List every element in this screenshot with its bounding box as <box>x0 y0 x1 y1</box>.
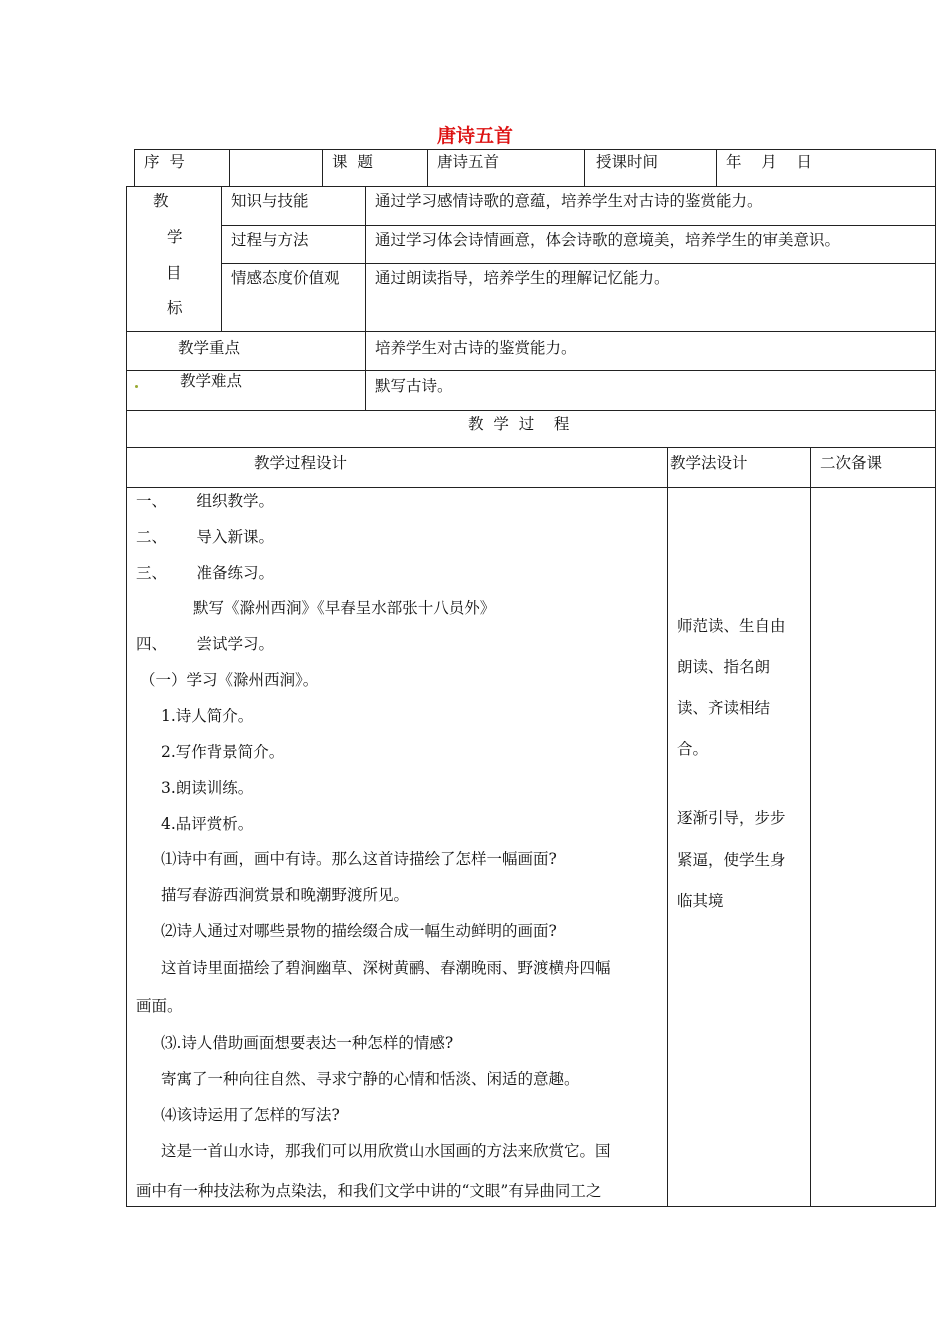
content-line: 这首诗里面描绘了碧涧幽草、深树黄鹂、春潮晚雨、野渡横舟四幅 <box>161 959 611 977</box>
seq-label: 序 号 <box>144 153 185 171</box>
process-heading-bottom-line <box>126 447 935 448</box>
difficulty-text: 默写古诗。 <box>375 377 453 395</box>
method-note: 紧逼，使学生身 <box>677 851 786 869</box>
main-right-border <box>935 186 936 1206</box>
objective-text: 通过朗读指导，培养学生的理解记忆能力。 <box>375 269 670 287</box>
method-note: 师范读、生自由 <box>677 617 786 635</box>
content-line: 4.品评赏析。 <box>161 815 254 833</box>
content-line: 三、 准备练习。 <box>136 564 275 582</box>
page-title: 唐诗五首 <box>436 125 513 147</box>
objective-text: 通过学习体会诗情画意，体会诗歌的意境美，培养学生的审美意识。 <box>375 231 841 249</box>
objectives-side-char: 学 <box>167 228 183 246</box>
content-line: （一）学习《滁州西涧》。 <box>140 671 319 689</box>
objective-label: 知识与技能 <box>231 192 309 210</box>
objective-label: 过程与方法 <box>231 231 309 249</box>
focus-text: 培养学生对古诗的鉴赏能力。 <box>375 339 577 357</box>
content-line: 画中有一种技法称为点染法，和我们文学中讲的“文眼”有异曲同工之 <box>136 1182 602 1200</box>
objective-label: 情感态度价值观 <box>231 269 340 287</box>
content-line: ⑶.诗人借助画面想要表达一种怎样的情感? <box>161 1034 454 1052</box>
content-line: 寄寓了一种向往自然、寻求宁静的心情和恬淡、闲适的意趣。 <box>161 1070 580 1088</box>
content-line: ⑴诗中有画，画中有诗。那么这首诗描绘了怎样一幅画面? <box>161 850 557 868</box>
content-line: 1.诗人简介。 <box>161 707 254 725</box>
column-header-design: 教学过程设计 <box>254 454 348 472</box>
difficulty-label: 教学难点 <box>180 372 243 390</box>
method-note: 读、齐读相结 <box>677 699 771 717</box>
stray-mark <box>135 385 138 388</box>
content-line: 默写《滁州西涧》《早春呈水部张十八员外》 <box>193 599 496 617</box>
content-line: ⑷该诗运用了怎样的写法? <box>161 1106 340 1124</box>
objectives-divider <box>221 186 222 331</box>
header-divider <box>427 149 428 186</box>
content-line: 二、 导入新课。 <box>136 528 275 546</box>
header-divider <box>322 149 323 186</box>
date-label: 年 月 日 <box>726 153 812 171</box>
content-line: 一、 组织教学。 <box>136 492 275 510</box>
objectives-side-char: 目 <box>166 264 182 282</box>
time-label: 授课时间 <box>596 153 659 171</box>
content-line: 描写春游西涧赏景和晚潮野渡所见。 <box>161 886 410 904</box>
objectives-divider <box>365 186 366 410</box>
main-left-border <box>126 186 127 1206</box>
column-header-method: 教学法设计 <box>670 454 748 472</box>
header-left-border <box>134 149 135 186</box>
objectives-side-char: 教 <box>153 192 169 210</box>
focus-label: 教学重点 <box>178 339 241 357</box>
main-top-border <box>126 186 936 187</box>
objectives-row-line <box>221 225 935 226</box>
content-line: 3.朗读训练。 <box>161 779 254 797</box>
focus-bottom-line <box>126 370 935 371</box>
method-note: 临其境 <box>677 892 724 910</box>
column-header-second: 二次备课 <box>820 454 883 472</box>
column-divider <box>810 447 811 1206</box>
topic-value: 唐诗五首 <box>437 153 500 171</box>
method-note: 朗读、指名朗 <box>677 658 771 676</box>
content-line: 这是一首山水诗，那我们可以用欣赏山水国画的方法来欣赏它。国 <box>161 1142 611 1160</box>
method-note: 合。 <box>677 740 709 758</box>
header-right-border <box>935 149 936 186</box>
content-line: ⑵诗人通过对哪些景物的描绘缀合成一幅生动鲜明的画面? <box>161 922 557 940</box>
objectives-row-line <box>221 263 935 264</box>
topic-label: 课 题 <box>332 153 373 171</box>
objectives-bottom-line <box>126 331 935 332</box>
column-divider <box>667 447 668 1206</box>
objective-text: 通过学习感情诗歌的意蕴，培养学生对古诗的鉴赏能力。 <box>375 192 763 210</box>
difficulty-bottom-line <box>126 410 935 411</box>
objectives-side-char: 标 <box>167 299 183 317</box>
header-divider <box>229 149 230 186</box>
column-header-bottom-line <box>126 487 935 488</box>
method-note: 逐渐引导，步步 <box>677 809 786 827</box>
content-line: 画面。 <box>136 997 183 1015</box>
content-line: 2.写作背景简介。 <box>161 743 285 761</box>
header-divider <box>716 149 717 186</box>
main-bottom-border <box>126 1206 936 1207</box>
process-heading: 教 学 过 程 <box>468 415 570 433</box>
content-line: 四、 尝试学习。 <box>136 635 275 653</box>
header-divider <box>584 149 585 186</box>
header-top-border <box>134 149 936 150</box>
